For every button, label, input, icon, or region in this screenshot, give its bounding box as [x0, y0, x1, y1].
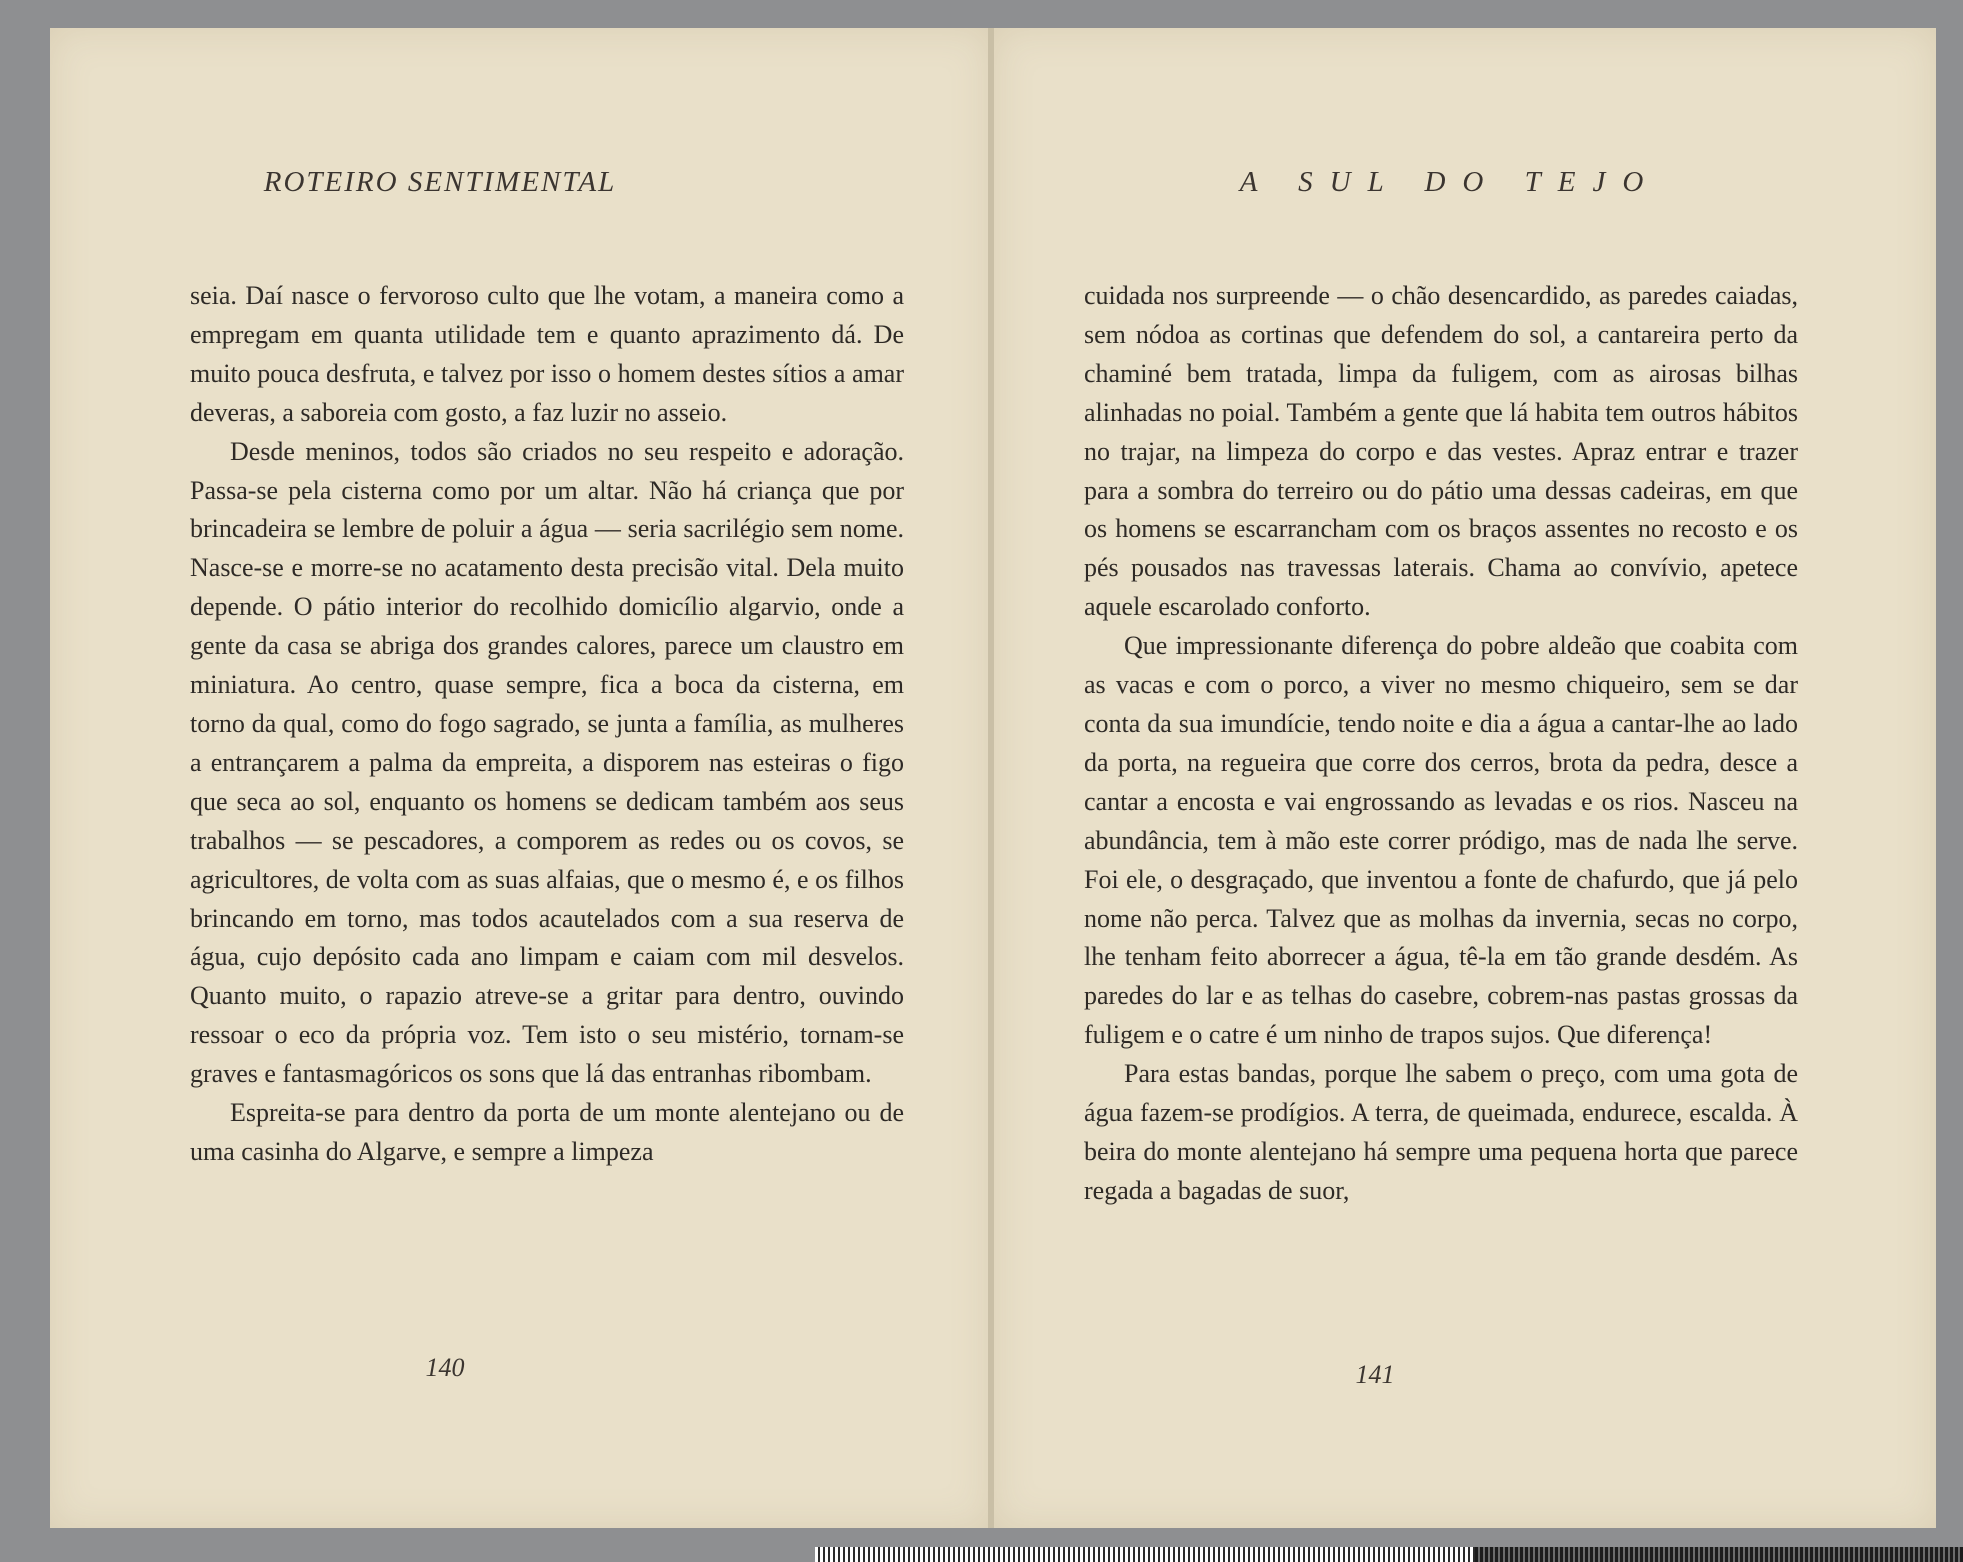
left-page-text	[190, 277, 904, 1172]
paragraph: Que impressionante diferença do pobre aldeão que coabita com as vacas e com o porco, a viver no mesmo chiqueiro, sem se dar conta da sua imundície, tendo noite e dia a água a cantar-lhe ao lado da porta, na regueira que corre dos cerros, brota da pedra, desce a cantar a encosta e vai engrossando as levadas e os rios. Nasceu na abundância, tem à mão este correr pródigo, mas de nada lhe serve. Foi ele, o desgraçado, que inventou a fonte de chafurdo, que já pelo nome não perca. Talvez que as molhas da invernia, secas no corpo, lhe tenham feito aborrecer a água, tê-la em tão grande desdém. As paredes do lar e as telhas do casebre, cobrem-nas pastas grossas da fuligem e o catre é um ninho de trapos sujos. Que diferença!	[1084, 631, 1798, 1050]
paragraph: cuidada nos surpreende — o chão desencardido, as paredes caiadas, sem nódoa as cortinas que defendem do sol, a cantareira perto da chaminé bem tratada, limpa da fuligem, com as airosas bilhas alinhadas no poial. Também a gente que lá habita tem outros hábitos no trajar, na limpeza do corpo e das vestes. Apraz entrar e trazer para a sombra do terreiro ou do pátio uma dessas cadeiras, em que os homens se escarrancham com os braços assentes no recosto e os pés pousados nas travessas laterais. Chama ao convívio, apetece aquele escarolado conforto.	[1084, 281, 1798, 622]
right-page	[994, 28, 1936, 1528]
paragraph: Desde meninos, todos são criados no seu respeito e adoração. Passa-se pela cisterna como por um altar. Não há criança que por brincadeira se lembre de poluir a água — seria sacrilégio sem nome. Nasce-se e morre-se no acatamento desta precisão vital. Dela muito depende. O pátio interior do recolhido domicílio algarvio, onde a gente da casa se abriga dos grandes calores, parece um claustro em miniatura. Ao centro, quase sempre, fica a boca da cisterna, em torno da qual, como do fogo sagrado, se junta a família, as mulheres a entrançarem a palma da empreita, a disporem nas esteiras o figo que seca ao sol, enquanto os homens se dedicam também aos seus trabalhos — se pescadores, a comporem as redes ou os covos, se agricultores, de volta com as suas alfaias, que o mesmo é, e os filhos brincando em torno, mas todos acautelados com a sua reserva de água, cujo depósito cada ano limpam e caiam com mil desvelos. Quanto muito, o rapazio atreve-se a gritar para dentro, ouvindo ressoar o eco da própria voz. Tem isto o seu mistério, tornam-se graves e fantasmagóricos os sons que lá das entranhas ribombam.	[190, 436, 904, 1089]
paragraph: seia. Daí nasce o fervoroso culto que lhe votam, a maneira como a empregam em quanta utilidade tem e quanto aprazimento dá. De muito pouca desfruta, e talvez por isso o homem destes sítios a amar deveras, a saboreia com gosto, a faz luzir no asseio.	[190, 281, 904, 427]
right-page-text	[1084, 277, 1798, 1211]
page-number-right: 141	[1355, 1360, 1395, 1389]
scale-ruler-dark-segment	[1475, 1547, 1963, 1562]
page-number-left: 140	[425, 1353, 465, 1382]
paragraph: Para estas bandas, porque lhe sabem o preço, com uma gota de água fazem-se prodígios. A terra, de queimada, endurece, escalda. À beira do monte alentejano há sempre uma pequena horta que parece regada a bagadas de suor,	[1084, 1059, 1798, 1205]
paragraph: Espreita-se para dentro da porta de um monte alentejano ou de uma casinha do Algarve, e sempre a limpeza	[190, 1098, 904, 1166]
running-header-left: ROTEIRO SENTIMENTAL	[263, 166, 617, 198]
running-header-right: A SUL DO TEJO	[1239, 166, 1661, 198]
scale-ruler	[815, 1547, 1963, 1562]
left-page	[50, 28, 990, 1528]
